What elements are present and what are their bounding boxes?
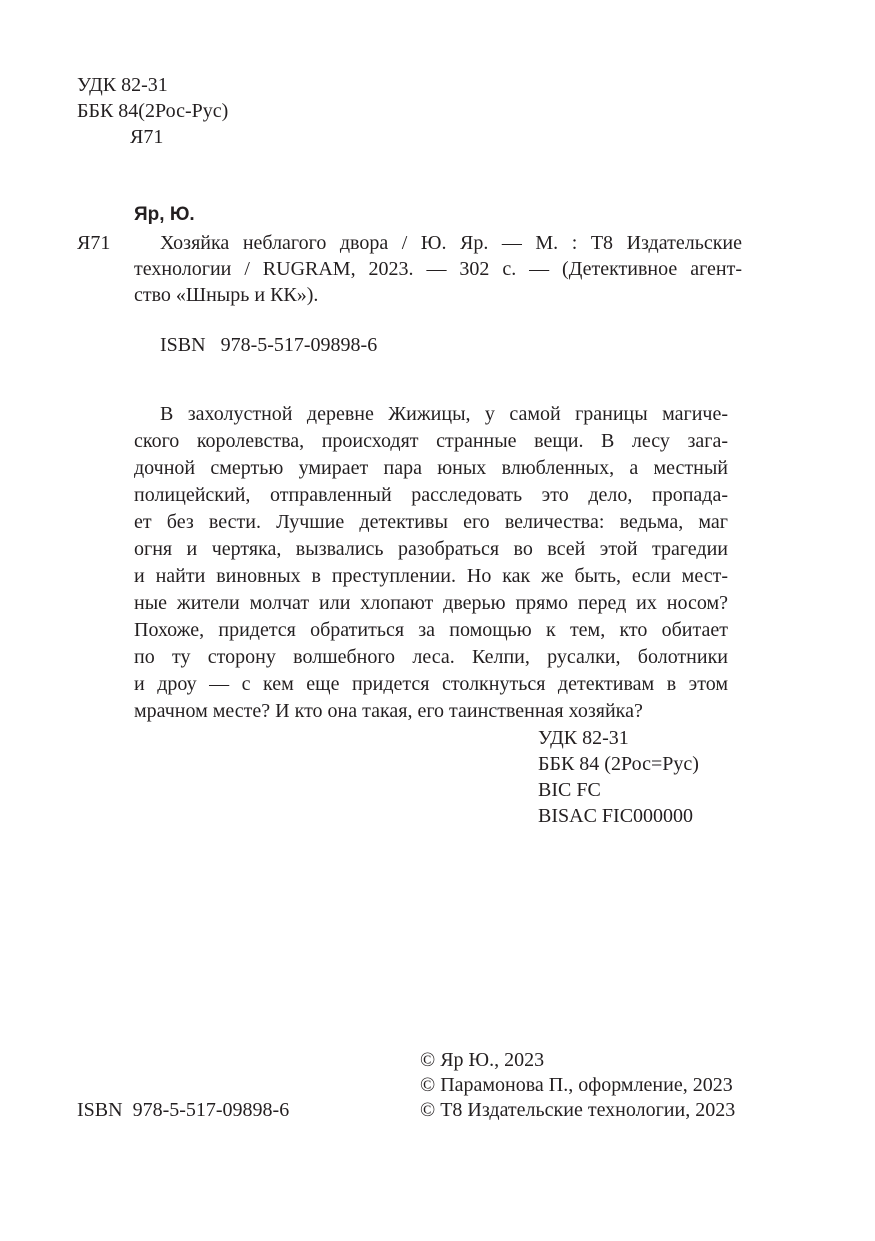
annotation-line: ет без вести. Лучшие детективы его величества: ведьма, маг — [134, 511, 728, 533]
classification-bic: BIC FC — [538, 779, 601, 801]
author-sign: Я71 — [130, 126, 164, 148]
annotation-line: и дроу — с кем еще придется столкнуться детективам в этом — [134, 673, 728, 695]
annotation-line: мрачном месте? И кто она такая, его таинственная хозяйка? — [134, 700, 643, 722]
record-sign: Я71 — [77, 232, 111, 254]
annotation-line: ского королевства, происходят странные вещи. В лесу зага- — [134, 430, 728, 452]
annotation-line: полицейский, отправленный расследовать это дело, пропада- — [134, 484, 728, 506]
copyright-publisher: © Т8 Издательские технологии, 2023 — [420, 1099, 736, 1121]
annotation-line: и найти виновных в преступлении. Но как же быть, если мест- — [134, 565, 728, 587]
record-line: технологии / RUGRAM, 2023. — 302 с. — (Детективное агент- — [134, 258, 742, 280]
record-isbn: ISBN 978-5-517-09898-6 — [160, 334, 378, 356]
annotation-line: ные жители молчат или хлопают дверью прямо перед их носом? — [134, 592, 728, 614]
annotation-line: дочной смертью умирает пара юных влюбленных, а местный — [134, 457, 728, 479]
classification-bisac: BISAC FIC000000 — [538, 805, 694, 827]
record-line: Хозяйка неблагого двора / Ю. Яр. — М. : Т8 Издательские — [160, 232, 742, 254]
classification-bbk: ББК 84 (2Рос=Рус) — [538, 753, 699, 775]
annotation-line: по ту сторону волшебного леса. Келпи, русалки, болотники — [134, 646, 728, 668]
copyright-author: © Яр Ю., 2023 — [420, 1049, 545, 1071]
annotation-line: В захолустной деревне Жижицы, у самой границы магиче- — [160, 403, 728, 425]
annotation-line: Похоже, придется обратиться за помощью к тем, кто обитает — [134, 619, 728, 641]
copyright-design: © Парамонова П., оформление, 2023 — [420, 1074, 733, 1096]
record-author: Яр, Ю. — [134, 204, 195, 225]
bbk-code: ББК 84(2Рос-Рус) — [77, 100, 229, 122]
record-line: ство «Шнырь и КК»). — [134, 284, 319, 306]
annotation-line: огня и чертяка, вызвались разобраться во всей этой трагедии — [134, 538, 728, 560]
udk-code: УДК 82-31 — [77, 74, 168, 96]
footer-isbn: ISBN 978-5-517-09898-6 — [77, 1099, 290, 1121]
classification-udk: УДК 82-31 — [538, 727, 629, 749]
